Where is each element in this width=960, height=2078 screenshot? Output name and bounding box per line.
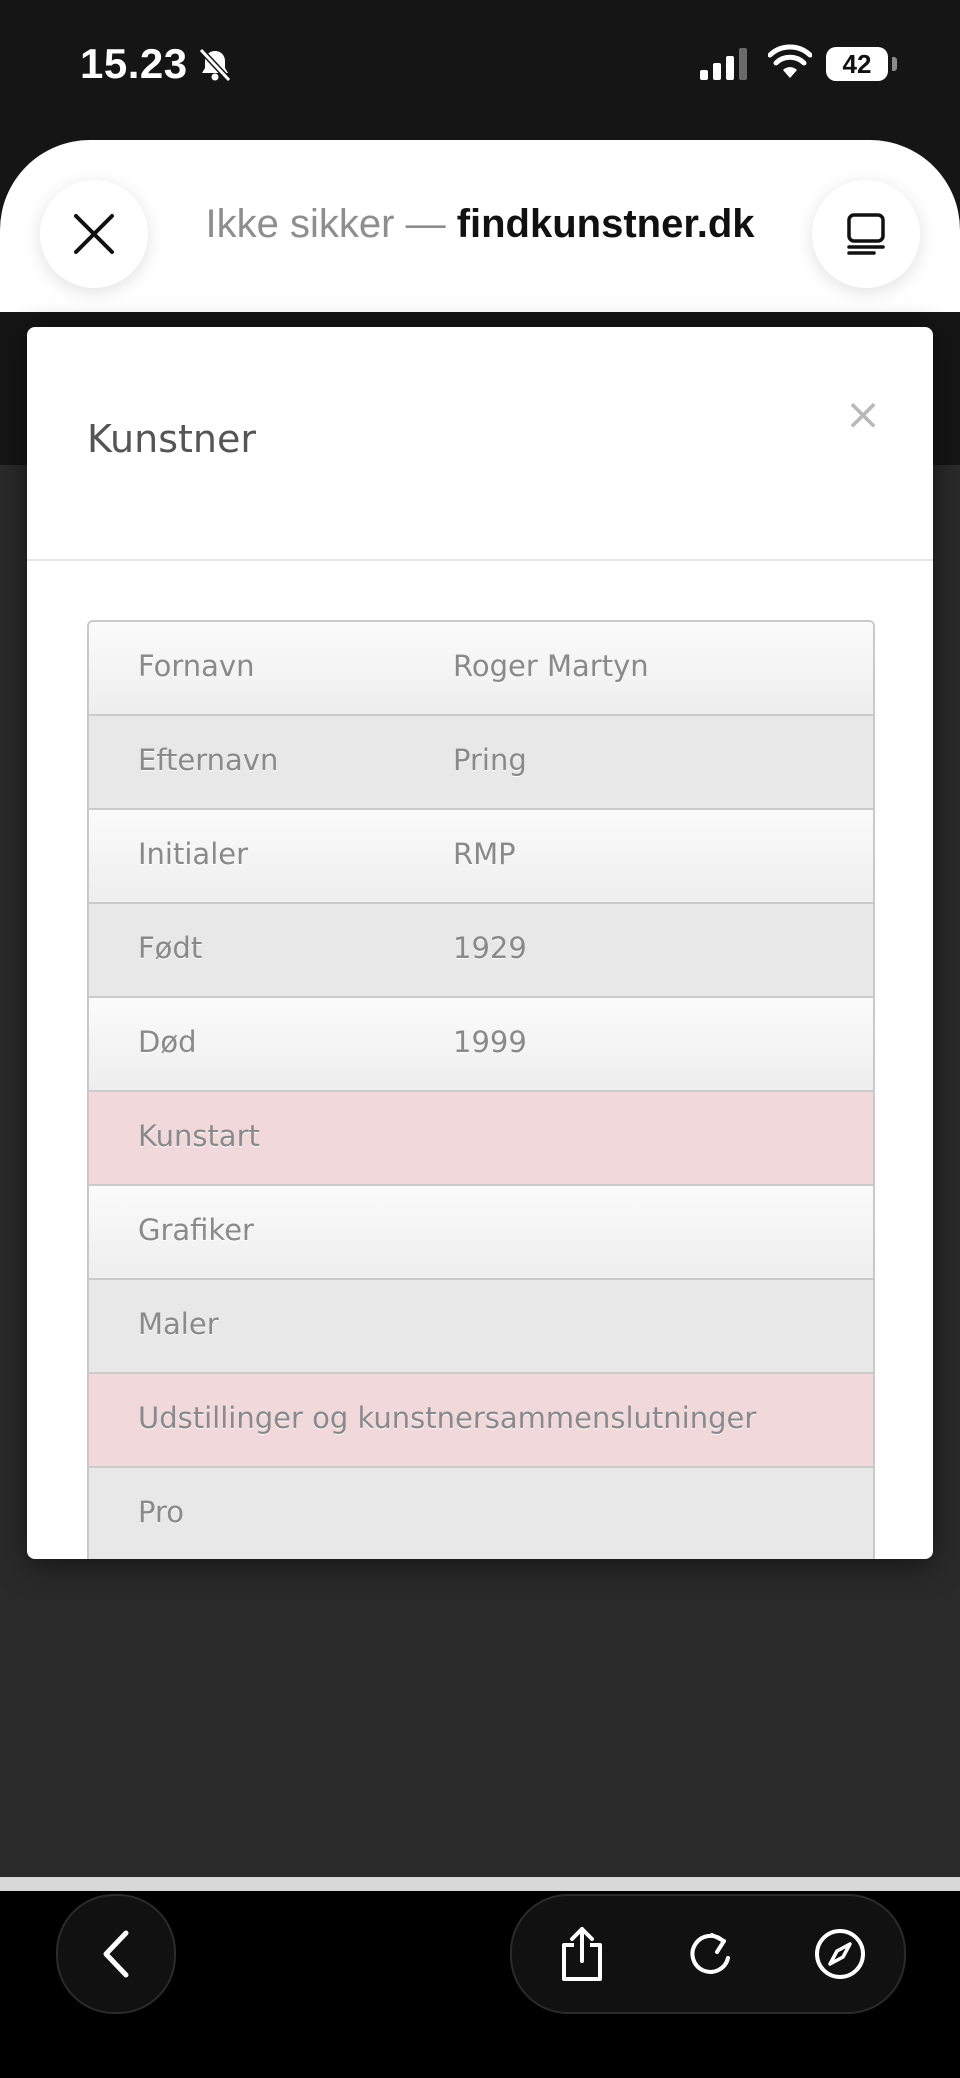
row-label: Initialer (138, 837, 249, 871)
status-time: 15.23 (80, 40, 188, 87)
modal-close-button[interactable]: × (844, 389, 882, 440)
battery-indicator: 42 (826, 47, 888, 81)
close-icon (72, 212, 116, 256)
row-value: Roger Martyn (453, 649, 649, 683)
share-icon (558, 1925, 606, 1983)
row-label: Født (138, 931, 203, 965)
modal-title: Kunstner (87, 417, 256, 461)
battery-cap (892, 57, 897, 71)
compass-button[interactable] (808, 1922, 872, 1986)
tabs-button[interactable] (812, 180, 920, 288)
artist-modal (27, 327, 933, 1559)
table-row (89, 716, 873, 810)
share-button[interactable] (550, 1922, 614, 1986)
security-label: Ikke sikker (205, 202, 395, 246)
row-value: Pring (453, 743, 527, 777)
row-value: 1929 (453, 931, 527, 965)
table-row (89, 810, 873, 904)
url-separator: — (405, 202, 446, 246)
bell-slash-icon (196, 46, 234, 84)
close-tab-button[interactable] (40, 180, 148, 288)
back-button[interactable] (56, 1894, 176, 2014)
table-row (89, 1468, 873, 1559)
row-label: Grafiker (138, 1213, 254, 1247)
reload-button[interactable] (678, 1922, 742, 1986)
compass-icon (813, 1927, 867, 1981)
table-row (89, 622, 873, 716)
row-label: Fornavn (138, 649, 255, 683)
table-row (89, 904, 873, 998)
row-label: Maler (138, 1307, 219, 1341)
reload-icon (685, 1927, 735, 1981)
tabs-icon (846, 212, 886, 256)
back-icon (98, 1929, 134, 1979)
toolbar-actions (510, 1894, 906, 2014)
wifi-icon (768, 44, 812, 80)
url-domain: findkunstner.dk (456, 202, 755, 246)
artist-info-table (87, 620, 875, 1559)
row-value: 1999 (453, 1025, 527, 1059)
row-value: RMP (453, 837, 516, 871)
row-label: Død (138, 1025, 197, 1059)
address-bar[interactable] (140, 202, 820, 247)
row-label: Pro (138, 1495, 185, 1529)
signal-icon (700, 48, 750, 80)
browser-header (0, 140, 960, 312)
status-bar (0, 0, 960, 130)
row-label: Kunstart (138, 1119, 260, 1153)
table-row (89, 1186, 873, 1280)
modal-divider (27, 559, 933, 561)
toolbar-separator (0, 1877, 960, 1891)
row-label: Efternavn (138, 743, 279, 777)
row-label: Udstillinger og kunstnersammenslutninger (138, 1401, 757, 1435)
table-section-header (89, 1092, 873, 1186)
table-row (89, 1280, 873, 1374)
table-section-header (89, 1374, 873, 1468)
table-row (89, 998, 873, 1092)
